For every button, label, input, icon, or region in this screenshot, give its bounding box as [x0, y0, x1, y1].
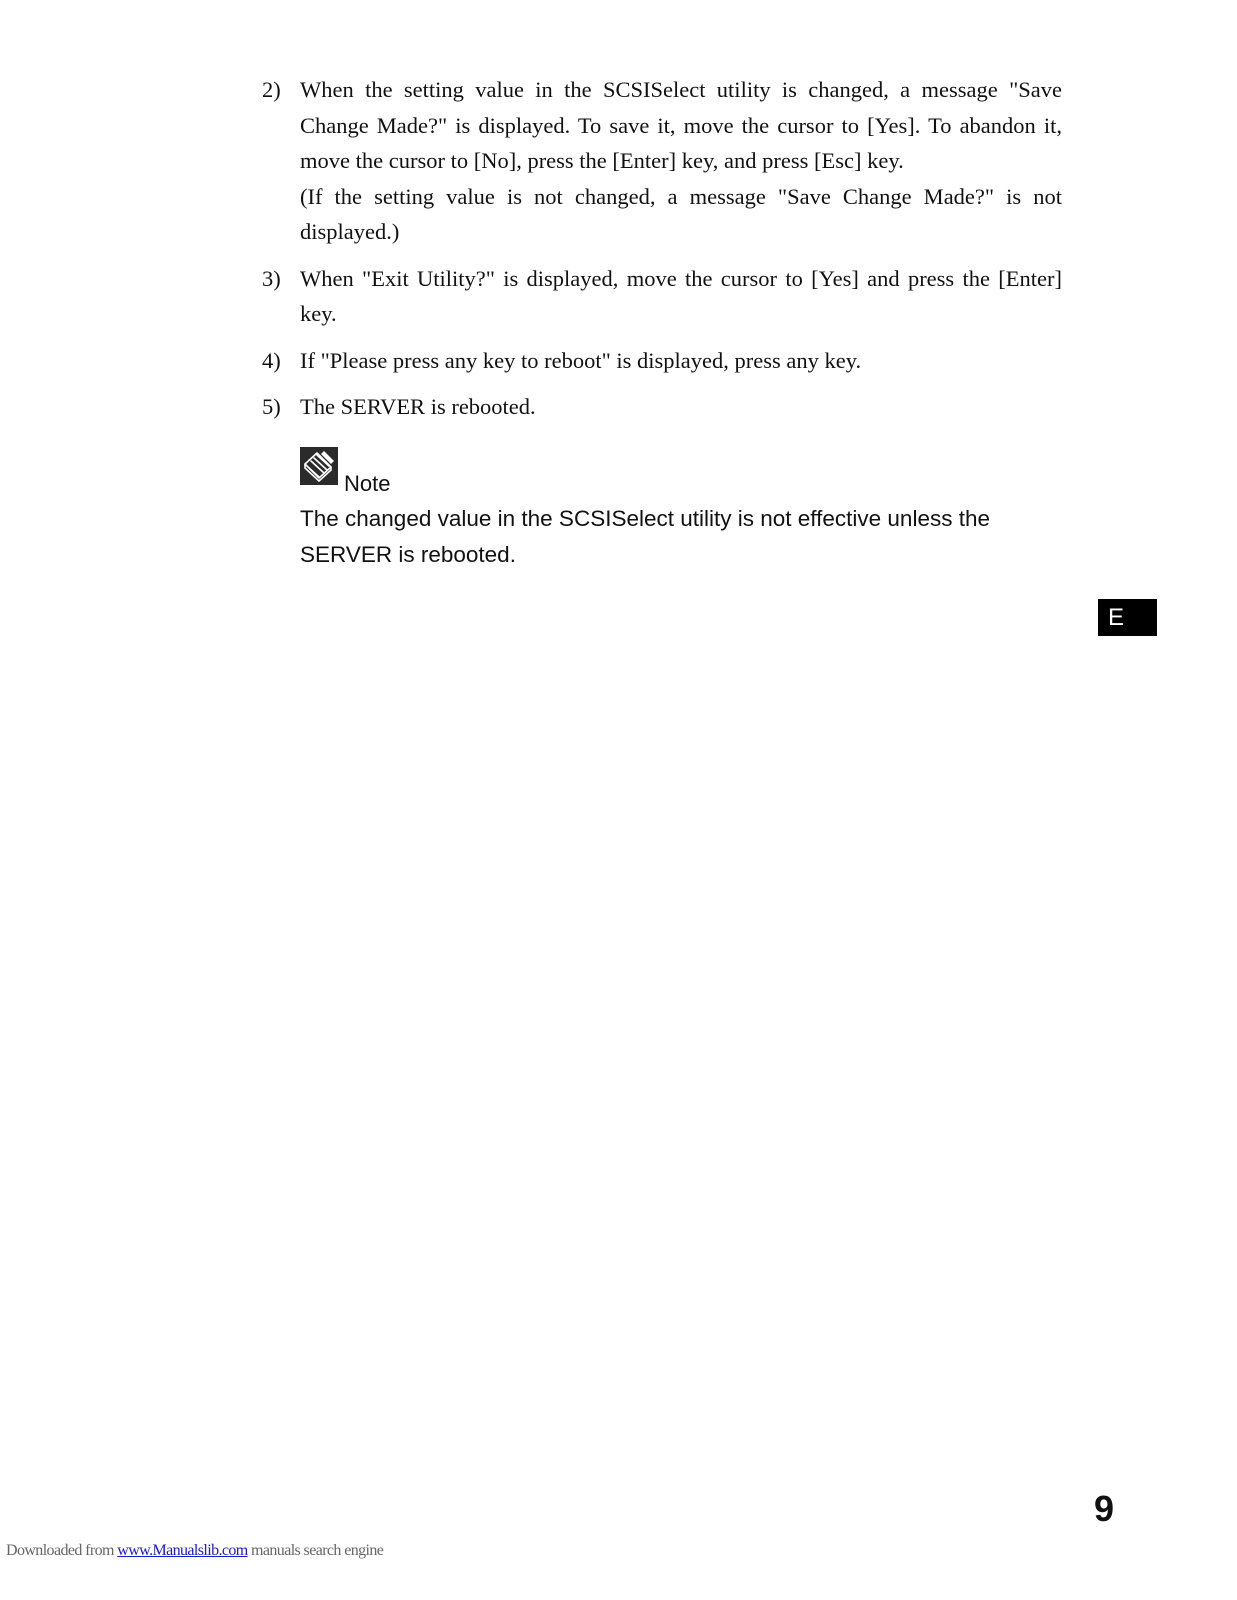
manualslib-link[interactable]: www.Manualslib.com: [117, 1542, 248, 1559]
step-5: [262, 389, 1062, 425]
step-text: When the setting value in the SCSISelect utility is changed, a message "Save Change Made?" is displayed. To save it, move the cursor to [Yes]. To abandon it, move the cursor to [No], press the [Enter] key, and press [Esc] key.: [300, 77, 1062, 173]
note-text: The changed value in the SCSISelect utility is not effective unless the SERVER is rebooted.: [300, 506, 990, 567]
download-footer: [6, 1540, 383, 1562]
step-body: [300, 343, 1062, 379]
step-text: If "Please press any key to reboot" is displayed, press any key.: [300, 347, 862, 373]
instruction-steps: [262, 72, 1062, 436]
note-header: [300, 447, 1070, 497]
note-box: [300, 447, 1070, 572]
step-number: 5): [262, 394, 281, 419]
step-3: [262, 261, 1062, 332]
step-body: [300, 72, 1062, 250]
step-body: [300, 389, 1062, 425]
language-tab: E: [1098, 599, 1157, 636]
step-extra-text: (If the setting value is not changed, a message "Save Change Made?" is not displayed.): [300, 183, 1062, 244]
footer-prefix: Downloaded from: [6, 1542, 118, 1559]
step-4: [262, 343, 1062, 379]
step-number: 4): [262, 347, 281, 373]
page-number: 9: [1094, 1488, 1115, 1529]
step-number: 2): [262, 77, 281, 102]
step-text: The SERVER is rebooted.: [300, 394, 536, 419]
note-title: Note: [344, 471, 391, 496]
step-text: When "Exit Utility?" is displayed, move the cursor to [Yes] and press the [Enter] key.: [300, 265, 1062, 326]
note-book-icon: [300, 447, 338, 485]
footer-suffix: manuals search engine: [247, 1542, 384, 1559]
step-body: [300, 261, 1062, 332]
step-number: 3): [262, 265, 281, 291]
step-2: [262, 72, 1062, 250]
